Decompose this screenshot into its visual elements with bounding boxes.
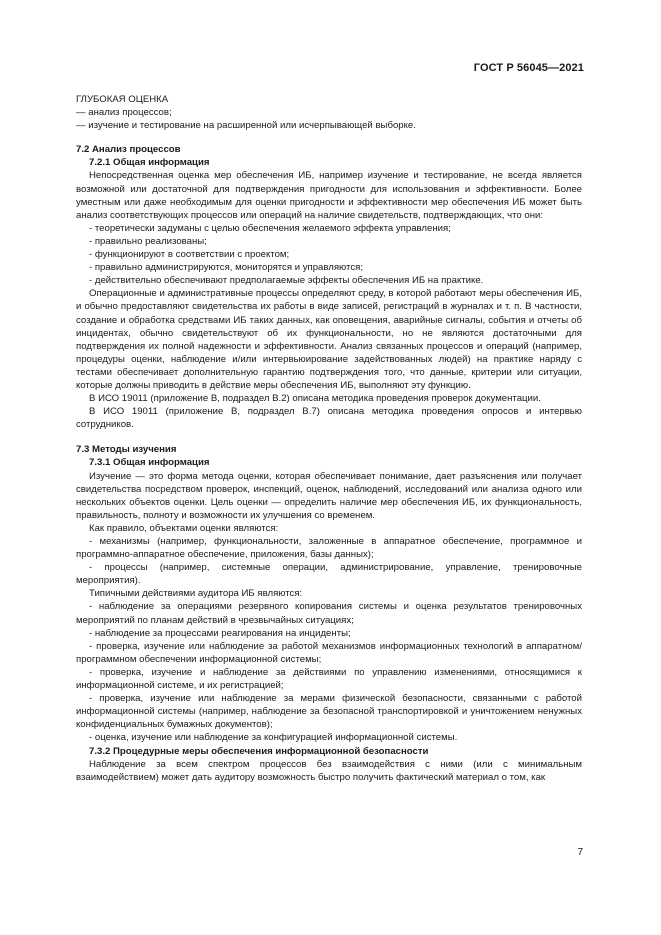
list-item: - проверка, изучение или наблюдение за мерами физической безопасности, связанными с работой информационной системы (например, наблюдение за безопасной транспортировкой и уничтожением ненужных конфиденциальных бумажных документов); bbox=[76, 693, 582, 731]
intro-item: — изучение и тестирование на расширенной или исчерпывающей выборке. bbox=[76, 120, 416, 132]
intro-item: — анализ процессов; bbox=[76, 107, 172, 119]
list-item: - механизмы (например, функциональности, заложенные в аппаратное обеспечение, программное и программно-аппаратное обеспечение, приложения, базы данных); bbox=[76, 536, 582, 561]
paragraph: Типичными действиями аудитора ИБ являются: bbox=[89, 588, 303, 600]
list-item: - проверка, изучение или наблюдение за работой механизмов информационных технологий в аппаратном/программном обеспечении информационной системы; bbox=[76, 640, 582, 665]
paragraph: В ИСО 19011 (приложение В, подраздел В.7) описана методика проведения опросов и интервью сотрудников. bbox=[76, 406, 582, 431]
list-item: - проверка, изучение и наблюдение за действиями по управлению изменениями, относящимися к информационной системе, и их регистрацией; bbox=[76, 666, 582, 692]
page-number: 7 bbox=[577, 847, 583, 858]
list-item: - процессы (например, системные операции, администрирование, управление, тренировочные мероприятия). bbox=[76, 562, 582, 587]
list-item: - правильно администрируются, мониторятся и управляются; bbox=[89, 262, 363, 274]
paragraph: В ИСО 19011 (приложение В, подраздел В.2) описана методика проведения проверок документации. bbox=[89, 393, 541, 405]
paragraph: Как правило, объектами оценки являются: bbox=[89, 522, 279, 534]
subsection-heading-7-3-2: 7.3.2 Процедурные меры обеспечения информационной безопасности bbox=[89, 745, 429, 757]
list-item: - оценка, изучение или наблюдение за конфигурацией информационной системы. bbox=[89, 732, 458, 744]
standard-number: ГОСТ Р 56045—2021 bbox=[473, 62, 584, 74]
subsection-heading-7-3-1: 7.3.1 Общая информация bbox=[89, 457, 210, 469]
list-item: - наблюдение за процессами реагирования на инциденты; bbox=[89, 627, 351, 639]
section-heading-7-2: 7.2 Анализ процессов bbox=[76, 144, 181, 156]
list-item: - наблюдение за операциями резервного копирования системы и оценка результатов тренировочных мероприятий по планам действий в чрезвычайных ситуациях; bbox=[76, 601, 582, 626]
document-body bbox=[76, 93, 582, 784]
list-item: - теоретически задуманы с целью обеспечения желаемого эффекта управления; bbox=[89, 222, 451, 234]
paragraph: Непосредственная оценка мер обеспечения ИБ, например изучение и тестирование, не всегда является возможной или достаточной для подтверждения пригодности для использования и эффективности. Более уместным или даже необходимым для оценки пригодности и эффективности мер обеспечения ИБ может быть анализ соответствующих процессов или операций на наличие свидетельств, подтверждающих, что они: bbox=[76, 170, 582, 221]
list-item: - правильно реализованы; bbox=[89, 235, 207, 247]
paragraph: Наблюдение за всем спектром процессов без взаимодействия с ними (или с минимальным взаимодействием) может дать аудитору возможность быстро получить фактический материал о том, как bbox=[76, 758, 582, 783]
list-item: - функционируют в соответствии с проектом; bbox=[89, 249, 290, 261]
intro-title: ГЛУБОКАЯ ОЦЕНКА bbox=[76, 94, 169, 105]
paragraph: Операционные и административные процессы определяют среду, в которой работают меры обеспечения ИБ, и обычно предоставляют свидетельства их работы в виде записей, регистраций в журналах и т. п. В частности, создание и обработка средствами ИБ таких данных, как оповещения, аварийные сигналы, события и отчеты об инцидентах, обычно свидетельствуют об их функциональности, но не являются достаточными для подтверждения их полной надежности и эффективности. Анализ связанных процессов и операций (например, процедуры оценки, наблюдение и/или интервьюирование задействованных людей) на практике наряду с тестами обеспечивает дополнительную гарантию подтверждения того, что данные, критерии или ситуации, которые должны приводить в действие меры обеспечения ИБ, выполняют эту функцию. bbox=[76, 288, 582, 391]
subsection-heading-7-2-1: 7.2.1 Общая информация bbox=[89, 157, 210, 169]
paragraph: Изучение — это форма метода оценки, которая обеспечивает понимание, дает разъяснения или получает свидетельства посредством проверок, инспекций, оценок, наблюдений, исследований или анализа одного или нескольких объектов оценки. Цель оценки — определить наличие мер обеспечения ИБ, их функциональность, правильность, полноту и возможности их улучшения со временем. bbox=[76, 470, 582, 521]
section-heading-7-3: 7.3 Методы изучения bbox=[76, 444, 177, 456]
list-item: - действительно обеспечивают предполагаемые эффекты обеспечения ИБ на практике. bbox=[89, 275, 484, 287]
